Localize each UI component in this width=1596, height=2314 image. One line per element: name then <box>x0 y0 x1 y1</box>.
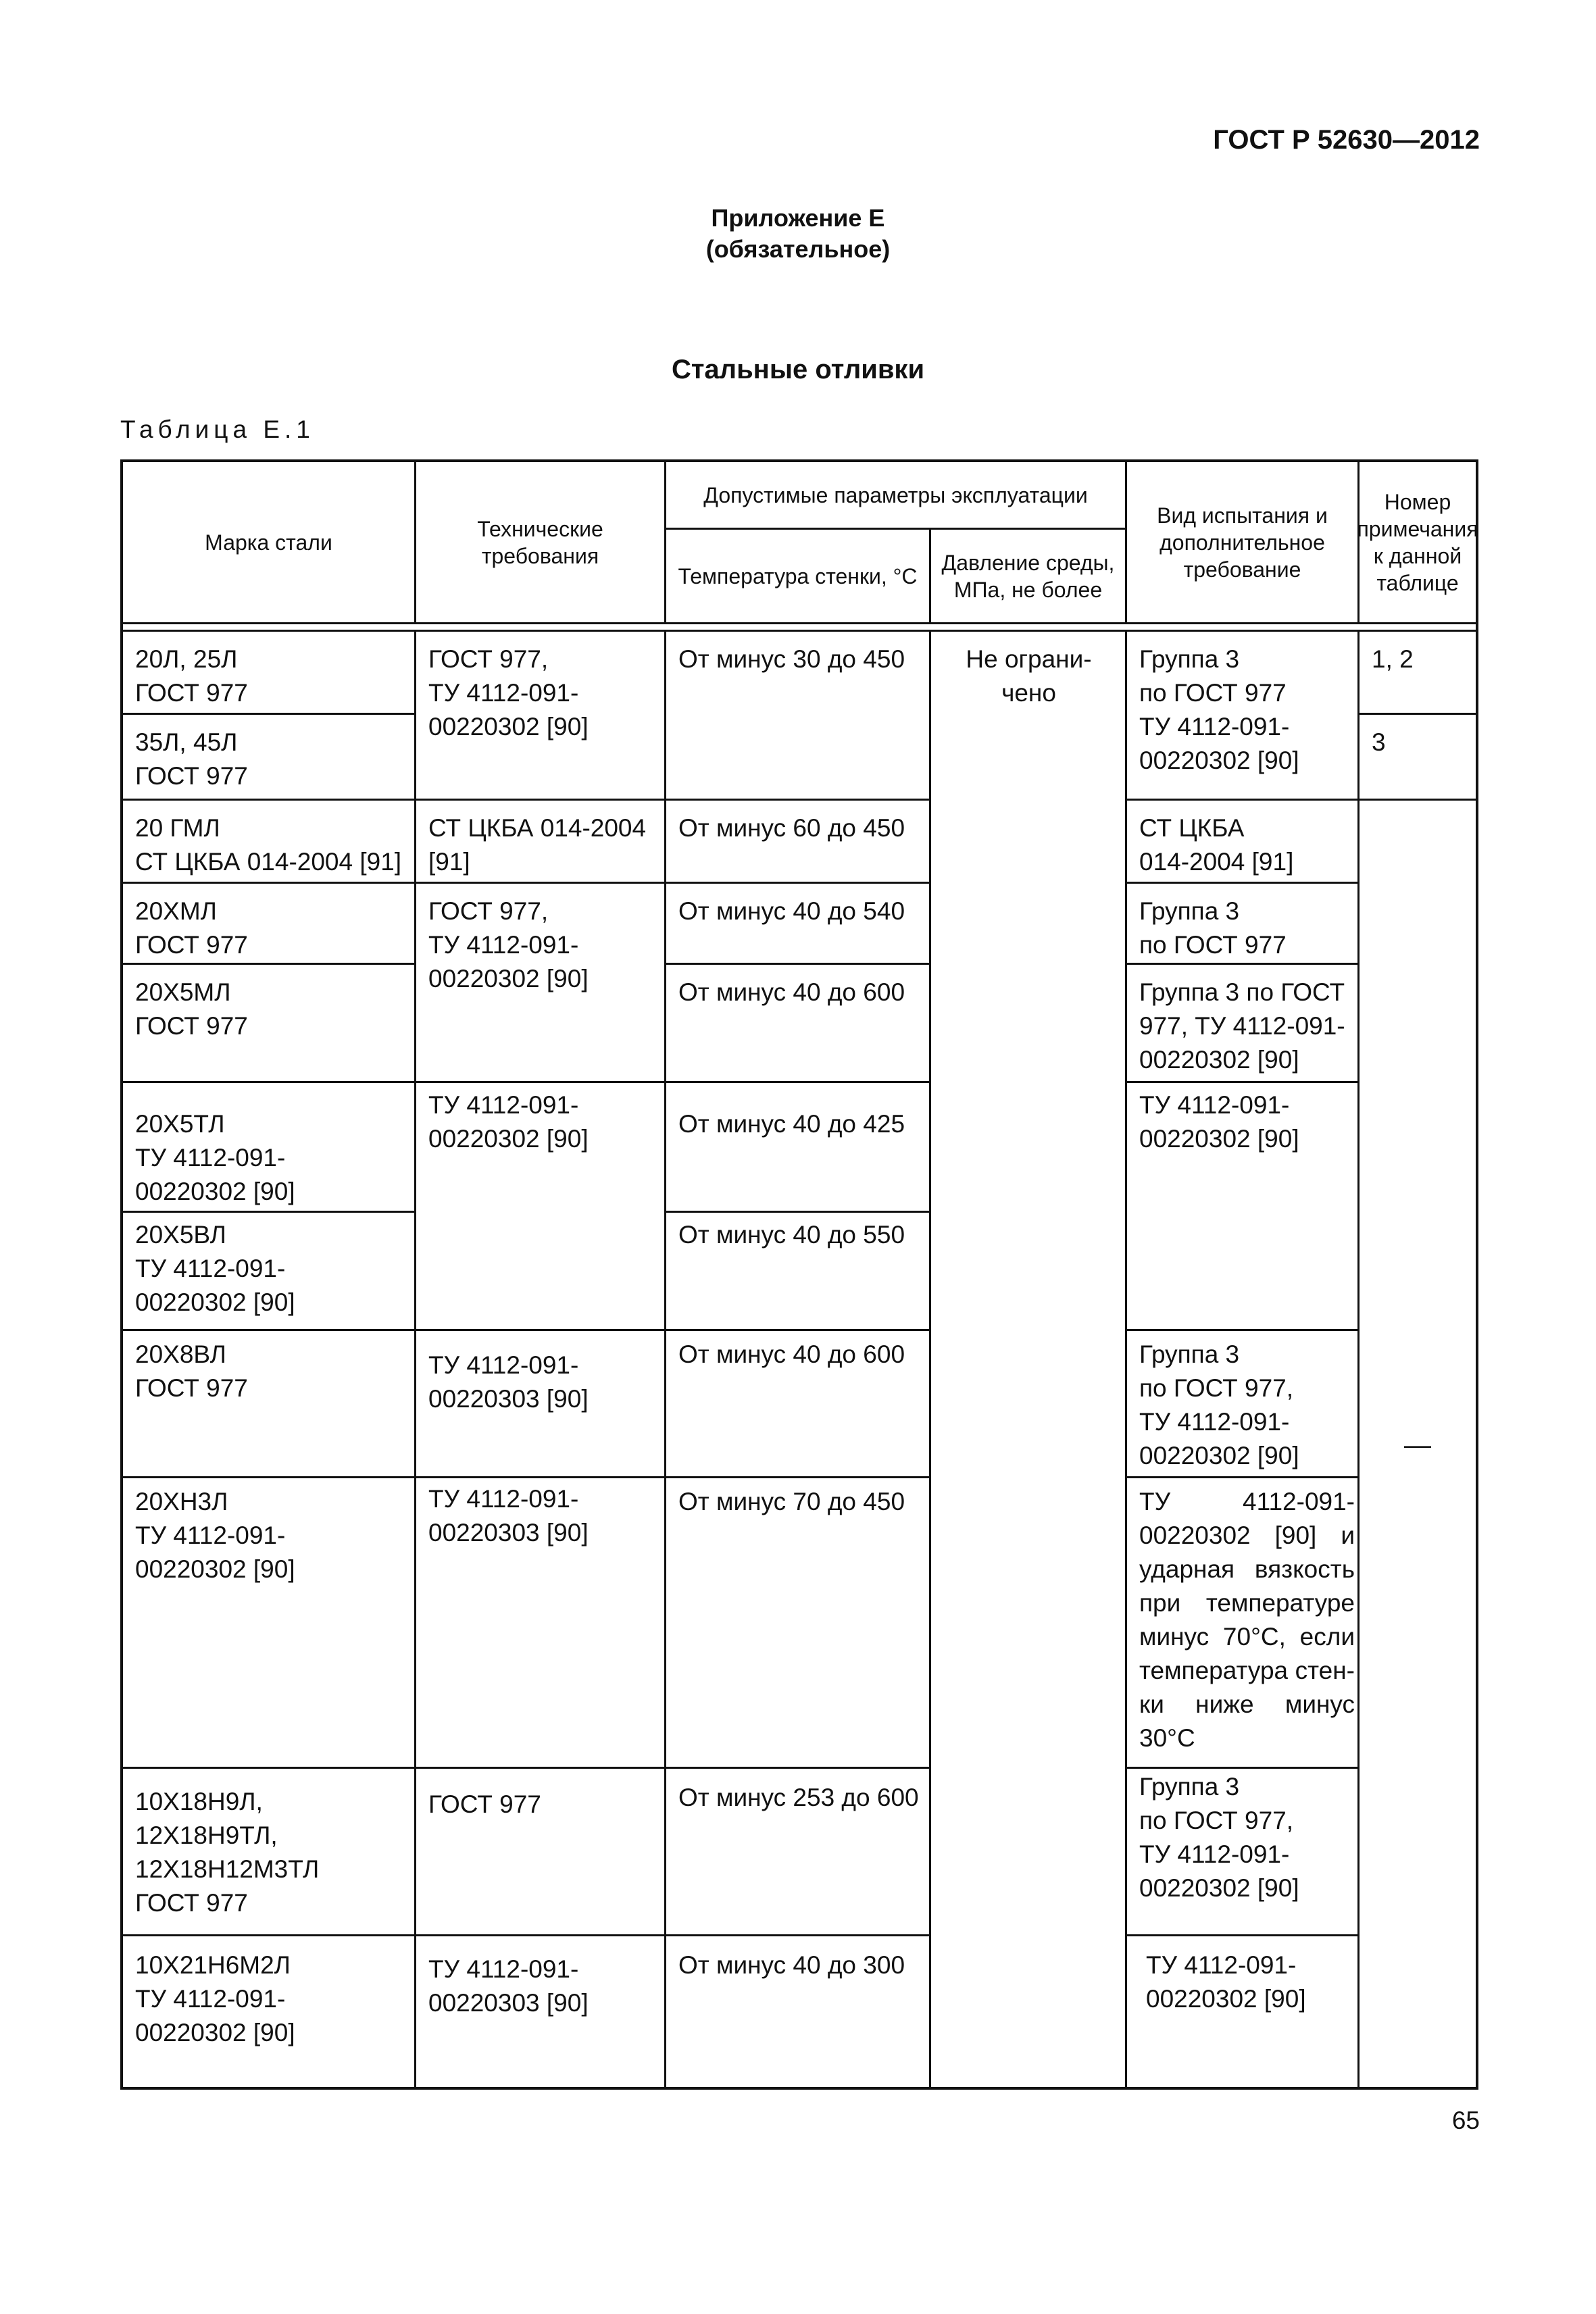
text-line: 00220302 [90] <box>135 1288 295 1316</box>
text-line: Группа 3 <box>1139 645 1240 673</box>
steel-castings-table <box>120 459 1478 2090</box>
text-line: ГОСТ 977, <box>428 897 549 925</box>
cell-temp: От минус 30 до 450 <box>666 632 931 801</box>
text-line: 00220303 [90] <box>428 1519 589 1546</box>
section-title: Стальные отливки <box>671 355 925 384</box>
text-line: ТУ 4112-091- <box>1139 1408 1290 1436</box>
cell-test <box>1127 1478 1360 1769</box>
text-line: 014-2004 [91] <box>1139 848 1294 876</box>
cell-test <box>1127 801 1360 884</box>
page-number: 65 <box>1451 2107 1480 2134</box>
cell-test <box>1127 965 1360 1083</box>
header-tech: Технические требования <box>416 462 666 624</box>
text-line: 00220302 [90] <box>428 965 589 992</box>
text-line: по ГОСТ 977 <box>1139 679 1287 707</box>
text-line: 20 ГМЛ <box>135 814 220 842</box>
cell-temp: От минус 40 до 550 <box>666 1213 931 1331</box>
text-line: Группа 3 <box>1139 897 1240 925</box>
text-line: 20ХН3Л <box>135 1488 228 1515</box>
cell-note-dash: — <box>1404 1430 1431 1460</box>
text-line: 35Л, 45Л <box>135 728 238 756</box>
text-line: 00220303 [90] <box>428 1385 589 1413</box>
text-line: 20ХМЛ <box>135 897 217 925</box>
cell-grade <box>123 1478 416 1769</box>
text-line: ГОСТ 977 <box>135 931 248 959</box>
header-params: Допустимые параметры эксплуатации <box>666 462 1127 530</box>
annex-title: Приложение Е <box>711 204 885 232</box>
text-line: 30°С <box>1139 1724 1195 1752</box>
cell-note: 3 <box>1360 715 1476 801</box>
text-line: 00220302 [90] <box>135 1178 295 1205</box>
cell-tech <box>416 884 666 1083</box>
text-line: ТУ 4112-091- <box>428 679 579 707</box>
text-line: Группа 3 <box>1139 1340 1240 1368</box>
table-caption: Таблица Е.1 <box>120 416 315 443</box>
text-line: ки ниже минус <box>1139 1690 1355 1718</box>
text-line: чено <box>1001 679 1056 707</box>
cell-grade <box>123 965 416 1083</box>
cell-grade <box>123 632 416 715</box>
header-temp: Температура стенки, °С <box>666 530 931 624</box>
text-line: при температуре <box>1139 1589 1355 1617</box>
text-line: 20Х5МЛ <box>135 978 231 1006</box>
cell-tech <box>416 1331 666 1478</box>
text-line: 12Х18Н12М3ТЛ <box>135 1855 320 1883</box>
annex-status: (обязательное) <box>705 235 891 263</box>
text-line: ГОСТ 977 <box>135 679 248 707</box>
text-line: Группа 3 <box>1139 1773 1240 1801</box>
cell-temp: От минус 70 до 450 <box>666 1478 931 1769</box>
cell-grade <box>123 884 416 965</box>
text-line: ТУ 4112-091- <box>428 1091 579 1119</box>
cell-tech <box>416 1936 666 2090</box>
text-line: 00220302 [90] <box>1139 747 1299 774</box>
cell-temp: От минус 253 до 600 <box>666 1769 931 1936</box>
header-test: Вид испытания и дополнительное требование <box>1127 462 1360 624</box>
cell-test <box>1127 1769 1360 1936</box>
cell-test <box>1127 1331 1360 1478</box>
cell-grade <box>123 1331 416 1478</box>
text-line: температура стен- <box>1139 1657 1355 1684</box>
text-line: 00220302 [90] <box>1139 1874 1299 1902</box>
cell-temp: От минус 60 до 450 <box>666 801 931 884</box>
cell-grade <box>123 1936 416 2090</box>
text-line: ГОСТ 977 <box>135 762 248 790</box>
cell-note: 1, 2 <box>1360 632 1476 715</box>
cell-grade <box>123 1769 416 1936</box>
text-line: ГОСТ 977 <box>135 1012 248 1040</box>
cell-test <box>1127 1083 1360 1331</box>
text-line: 00220302 [90] <box>1139 1442 1299 1469</box>
cell-temp: От минус 40 до 600 <box>666 965 931 1083</box>
text-line: ТУ 4112-091- <box>1146 1951 1297 1979</box>
text-line: 00220302 [90] <box>1146 1985 1306 2013</box>
cell-tech <box>416 1083 666 1331</box>
text-line: ТУ 4112-091- <box>428 1485 579 1513</box>
text-line: 10Х21Н6М2Л <box>135 1951 291 1979</box>
text-line: ударная вязкость <box>1139 1555 1355 1583</box>
header-note: Номер примечания к данной таблице <box>1360 462 1476 624</box>
text-line: 10Х18Н9Л, <box>135 1788 263 1815</box>
text-line: СТ ЦКБА 014-2004 [91] <box>135 848 402 876</box>
cell-test <box>1127 632 1360 801</box>
text-line: СТ ЦКБА 014-2004 <box>428 814 647 842</box>
cell-grade <box>123 1213 416 1331</box>
text-line: ГОСТ 977 <box>135 1374 248 1402</box>
document-code: ГОСТ Р 52630—2012 <box>1213 125 1480 155</box>
cell-tech <box>416 632 666 801</box>
cell-test <box>1127 884 1360 965</box>
cell-tech <box>416 801 666 884</box>
cell-grade <box>123 1083 416 1213</box>
text-line: 00220303 [90] <box>428 1989 589 2017</box>
text-line: 00220302 [90] <box>428 1125 589 1153</box>
cell-temp: От минус 40 до 300 <box>666 1936 931 2090</box>
text-line: 00220302 [90] <box>1139 1046 1299 1074</box>
text-line: минус 70°С, если <box>1139 1623 1355 1651</box>
text-line: 20Х5ВЛ <box>135 1221 226 1249</box>
text-line: 977, ТУ 4112-091- <box>1139 1012 1345 1040</box>
text-line: по ГОСТ 977, <box>1139 1807 1294 1834</box>
text-line: 00220302 [90] <box>428 713 589 740</box>
text-line: 00220302 [90] <box>1139 1125 1299 1153</box>
cell-temp: От минус 40 до 425 <box>666 1083 931 1213</box>
text-line: ТУ 4112-091- <box>135 1985 286 2013</box>
text-line: ТУ 4112-091- <box>1139 1488 1355 1515</box>
header-grade: Марка стали <box>123 462 416 624</box>
cell-tech <box>416 1769 666 1936</box>
cell-temp: От минус 40 до 600 <box>666 1331 931 1478</box>
cell-test <box>1127 1936 1360 2090</box>
cell-grade <box>123 801 416 884</box>
cell-grade <box>123 715 416 801</box>
text-line: ТУ 4112-091- <box>135 1255 286 1282</box>
text-line: ГОСТ 977 <box>135 1889 248 1917</box>
text-line: ТУ 4112-091- <box>428 1351 579 1379</box>
text-line: Не ограни- <box>966 645 1092 673</box>
text-line: [91] <box>428 848 470 876</box>
text-line: 12Х18Н9ТЛ, <box>135 1821 278 1849</box>
cell-temp: От минус 40 до 540 <box>666 884 931 965</box>
text-line: ГОСТ 977, <box>428 645 549 673</box>
text-line: по ГОСТ 977 <box>1139 931 1287 959</box>
text-line: 00220302 [90] <box>135 2019 295 2046</box>
text-line: 20Х5ТЛ <box>135 1110 225 1138</box>
cell-tech <box>416 1478 666 1769</box>
text-line: ГОСТ 977 <box>428 1790 541 1818</box>
text-line: ТУ 4112-091- <box>1139 1091 1290 1119</box>
text-line: ТУ 4112-091- <box>428 931 579 959</box>
text-line: Группа 3 по ГОСТ <box>1139 978 1345 1006</box>
text-line: ТУ 4112-091- <box>135 1521 286 1549</box>
cell-pressure <box>931 632 1127 2090</box>
text-line: по ГОСТ 977, <box>1139 1374 1294 1402</box>
header-pressure: Давление среды, МПа, не более <box>931 530 1127 624</box>
text-line: 00220302 [90] <box>135 1555 295 1583</box>
text-line: ТУ 4112-091- <box>1139 1840 1290 1868</box>
annex-heading <box>0 203 1596 265</box>
text-line: 00220302 [90] и <box>1139 1521 1355 1549</box>
text-line: ТУ 4112-091- <box>135 1144 286 1172</box>
text-line: СТ ЦКБА <box>1139 814 1245 842</box>
text-line: 20Л, 25Л <box>135 645 238 673</box>
text-line: ТУ 4112-091- <box>1139 713 1290 740</box>
text-line: ТУ 4112-091- <box>428 1955 579 1983</box>
text-line: 20Х8ВЛ <box>135 1340 226 1368</box>
